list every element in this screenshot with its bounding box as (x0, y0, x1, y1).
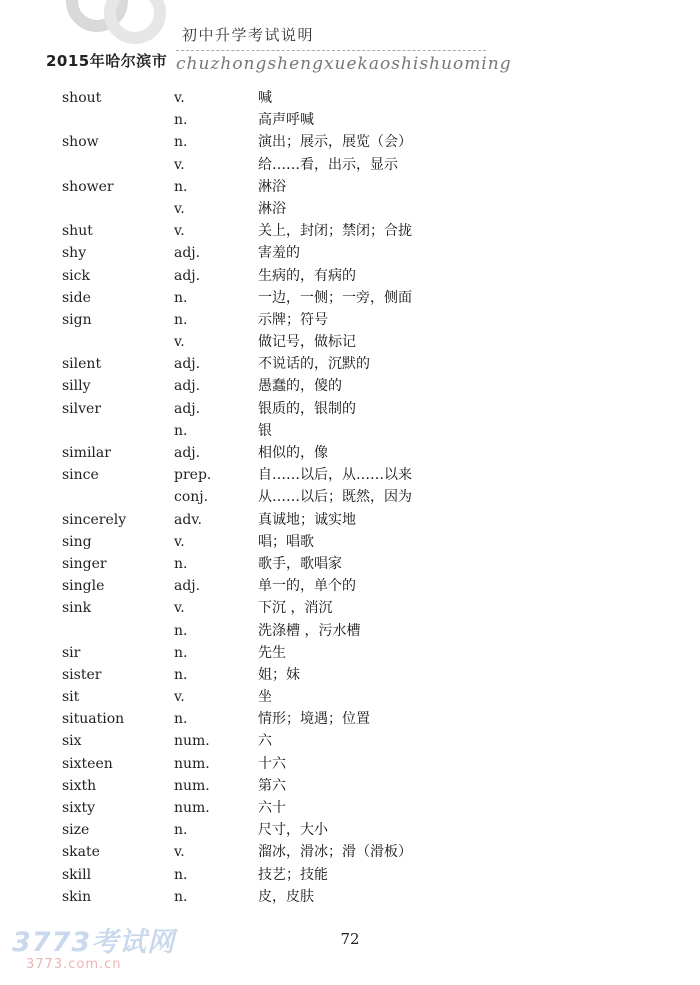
vocab-part-of-speech: prep. (174, 467, 212, 484)
vocab-part-of-speech: adj. (174, 356, 201, 373)
vocab-entry-row (0, 242, 700, 264)
vocab-part-of-speech: adv. (174, 511, 203, 528)
vocab-part-of-speech: n. (174, 866, 188, 883)
vocab-entry-row (0, 841, 700, 863)
vocab-entry-row (0, 353, 700, 375)
vocab-definition: 愚蠢的，傻的 (258, 378, 342, 395)
vocab-definition: 从……以后；既然，因为 (258, 489, 412, 506)
vocab-word: shut (62, 223, 93, 240)
vocab-definition: 淋浴 (258, 178, 286, 195)
vocab-part-of-speech: n. (174, 112, 188, 129)
vocab-part-of-speech: n. (174, 555, 188, 572)
vocab-part-of-speech: v. (174, 90, 185, 106)
vocab-entry-row (0, 331, 700, 353)
vocab-part-of-speech: v. (174, 844, 185, 861)
vocab-definition: 技艺；技能 (258, 866, 328, 883)
vocab-part-of-speech: n. (174, 134, 188, 151)
vocab-word: silent (62, 356, 102, 373)
vocab-definition: 下沉 ，消沉 (258, 600, 333, 617)
vocab-definition: 溜冰，滑冰；滑（滑板） (258, 844, 412, 861)
vocab-part-of-speech: n. (174, 822, 188, 839)
vocab-definition: 真诚地；诚实地 (258, 511, 356, 528)
vocab-part-of-speech: adj. (174, 445, 201, 461)
vocab-part-of-speech: num. (174, 733, 210, 750)
vocab-entry-row (0, 131, 700, 153)
vocab-definition: 情形；境遇；位置 (258, 711, 370, 728)
vocab-entry-row (0, 309, 700, 331)
vocab-definition: 十六 (258, 755, 286, 772)
vocab-entry-row (0, 708, 700, 730)
vocab-word: shower (62, 178, 114, 195)
vocab-part-of-speech: adj. (174, 400, 201, 417)
vocab-word: shout (62, 90, 102, 106)
vocab-entry-row (0, 265, 700, 287)
vocab-entry-row (0, 886, 700, 908)
header-logo-circles (60, 0, 150, 56)
vocab-entry-row (0, 864, 700, 886)
vocab-entry-row (0, 686, 700, 708)
vocab-word: sit (62, 689, 80, 706)
vocab-definition: 高声呼喊 (258, 112, 314, 129)
vocab-part-of-speech: n. (174, 178, 188, 195)
vocab-entry-row (0, 797, 700, 819)
vocab-entry-row (0, 87, 700, 109)
vocab-entry-row (0, 420, 700, 442)
vocab-part-of-speech: adj. (174, 267, 201, 284)
vocab-word: sick (62, 267, 90, 284)
vocab-part-of-speech: n. (174, 422, 188, 439)
vocab-definition: 做记号，做标记 (258, 334, 356, 351)
vocab-entry-row (0, 464, 700, 486)
vocab-part-of-speech: v. (174, 223, 185, 240)
vocab-entry-row (0, 486, 700, 508)
vocab-word: sir (62, 644, 81, 661)
vocab-definition: 歌手，歌唱家 (258, 555, 342, 572)
vocab-part-of-speech: v. (174, 200, 185, 217)
vocab-word: show (62, 134, 99, 151)
vocab-definition: 关上，封闭；禁闭；合拢 (258, 223, 412, 240)
vocab-entry-row (0, 375, 700, 397)
vocab-definition: 淋浴 (258, 200, 286, 217)
vocab-definition: 先生 (258, 644, 286, 661)
vocab-part-of-speech: num. (174, 777, 210, 794)
vocab-definition: 皮，皮肤 (258, 888, 314, 905)
header-title: 初中升学考试说明 (182, 26, 315, 44)
vocab-definition: 单一的，单个的 (258, 578, 356, 595)
vocab-entry-row (0, 154, 700, 176)
vocab-part-of-speech: v. (174, 600, 185, 617)
vocab-word: sixth (62, 777, 97, 794)
vocab-word: single (62, 578, 105, 595)
vocab-entry-row (0, 775, 700, 797)
vocab-part-of-speech: conj. (174, 489, 209, 506)
vocab-part-of-speech: v. (174, 689, 185, 706)
vocab-definition: 示牌；符号 (258, 311, 328, 328)
vocab-word: sign (62, 311, 92, 328)
vocab-part-of-speech: n. (174, 311, 188, 328)
vocab-word: since (62, 467, 99, 484)
vocab-definition: 害羞的 (258, 245, 300, 262)
header-pinyin: chuzhongshengxuekaoshishuoming (176, 54, 512, 74)
vocab-part-of-speech: v. (174, 533, 185, 550)
vocab-part-of-speech: v. (174, 156, 185, 173)
vocabulary-list (0, 87, 700, 908)
vocab-entry-row (0, 664, 700, 686)
vocab-definition: 六 (258, 733, 272, 750)
vocab-entry-row (0, 553, 700, 575)
vocab-entry-row (0, 819, 700, 841)
vocab-definition: 演出；展示，展览（会） (258, 134, 412, 151)
vocab-word: sing (62, 533, 92, 550)
vocab-definition: 给……看，出示，显示 (258, 156, 398, 173)
vocab-part-of-speech: n. (174, 711, 188, 728)
vocab-entry-row (0, 287, 700, 309)
vocab-word: silly (62, 378, 91, 395)
vocab-word: shy (62, 245, 87, 262)
vocab-definition: 第六 (258, 777, 286, 794)
vocab-word: skin (62, 888, 92, 905)
vocab-entry-row (0, 509, 700, 531)
vocab-part-of-speech: n. (174, 888, 188, 905)
vocab-word: sixty (62, 800, 96, 816)
vocab-definition: 尺寸，大小 (258, 822, 328, 839)
page-header (0, 0, 700, 90)
vocab-definition: 六十 (258, 800, 286, 816)
vocab-definition: 洗涤槽 ，污水槽 (258, 622, 361, 639)
vocab-definition: 唱；唱歌 (258, 533, 314, 550)
vocab-entry-row (0, 597, 700, 619)
vocab-part-of-speech: adj. (174, 578, 201, 595)
vocab-entry-row (0, 642, 700, 664)
vocab-word: silver (62, 400, 102, 417)
vocab-definition: 自……以后，从……以来 (258, 467, 412, 484)
vocab-entry-row (0, 198, 700, 220)
vocab-part-of-speech: n. (174, 644, 188, 661)
page-number: 72 (340, 930, 360, 948)
vocab-word: situation (62, 711, 125, 728)
vocab-definition: 坐 (258, 689, 272, 706)
vocab-entry-row (0, 220, 700, 242)
vocab-definition: 不说话的，沉默的 (258, 356, 370, 373)
vocab-part-of-speech: n. (174, 622, 188, 639)
watermark-logo (12, 920, 175, 972)
vocab-definition: 喊 (258, 90, 272, 106)
vocab-definition: 生病的，有病的 (258, 267, 356, 284)
vocab-entry-row (0, 575, 700, 597)
vocab-entry-row (0, 398, 700, 420)
vocab-word: size (62, 822, 90, 839)
vocab-definition: 相似的，像 (258, 445, 328, 461)
header-divider (176, 50, 486, 51)
vocab-entry-row (0, 620, 700, 642)
header-year-city: 2015年哈尔滨市 (46, 52, 168, 70)
vocab-word: side (62, 289, 91, 306)
vocab-part-of-speech: n. (174, 289, 188, 306)
vocab-word: six (62, 733, 82, 750)
watermark-url: 3773.com.cn (26, 957, 122, 972)
vocab-word: sister (62, 666, 102, 683)
vocab-definition: 一边，一侧；一旁，侧面 (258, 289, 412, 306)
vocab-word: skate (62, 844, 100, 861)
vocab-word: sixteen (62, 755, 113, 772)
vocab-entry-row (0, 531, 700, 553)
vocab-entry-row (0, 442, 700, 464)
watermark-main-text: 3773考试网 (12, 927, 176, 958)
vocab-entry-row (0, 753, 700, 775)
vocab-entry-row (0, 176, 700, 198)
vocab-part-of-speech: adj. (174, 245, 201, 262)
vocab-entry-row (0, 730, 700, 752)
vocab-definition: 银 (258, 422, 272, 439)
vocab-part-of-speech: adj. (174, 378, 201, 395)
vocab-part-of-speech: num. (174, 755, 210, 772)
vocab-definition: 姐；妹 (258, 666, 300, 683)
vocab-definition: 银质的，银制的 (258, 400, 356, 417)
vocab-word: skill (62, 866, 92, 883)
vocab-entry-row (0, 109, 700, 131)
vocab-part-of-speech: v. (174, 334, 185, 351)
logo-circle-right (104, 0, 166, 44)
vocab-part-of-speech: n. (174, 666, 188, 683)
vocab-part-of-speech: num. (174, 800, 210, 816)
vocab-word: similar (62, 445, 111, 461)
vocab-word: sincerely (62, 511, 127, 528)
vocab-word: sink (62, 600, 92, 617)
vocab-word: singer (62, 555, 107, 572)
